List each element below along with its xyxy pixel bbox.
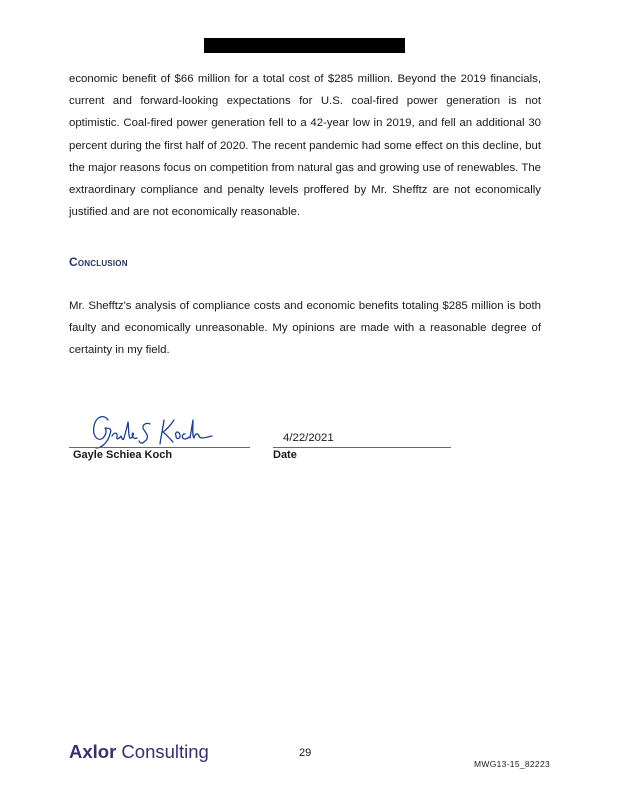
body-paragraph-2: Mr. Shefftz's analysis of compliance costs and economic benefits totaling $285 million is both faulty and economically unreasonable. My opinions are made with a reasonable degree of certainty in my field. — [69, 300, 541, 357]
signature-stroke-ayle — [112, 422, 137, 439]
signature-stroke-g — [94, 417, 111, 448]
document-id: MWG13-15_82223 — [474, 759, 551, 769]
brand-name-rest: Consulting — [116, 741, 209, 762]
body-paragraph-1: economic benefit of $66 million for a total cost of $285 million. Beyond the 2019 financials, current and forward-looking expectations for U.S. coal-fired power generation is not optimistic. Coal-fired power generation fell to a 42-year low in 2019, and fell an additional 30 percent during the first half of 2020. The recent pandemic had some effect on this decline, but the major reasons focus on competition from natural gas and growing use of renewables. The extraordinary compliance and penalty levels proffered by Mr. Shefftz are not economically justified and are not economically reasonable. — [69, 73, 541, 219]
signature-stroke-k — [160, 420, 174, 444]
footer-brand-logo — [69, 741, 209, 763]
date-label: Date — [273, 449, 297, 461]
date-line — [273, 447, 451, 448]
redaction-bar — [204, 38, 405, 53]
signer-name: Gayle Schiea Koch — [73, 449, 173, 461]
handwritten-signature — [88, 408, 218, 450]
page-number: 29 — [299, 747, 312, 759]
brand-name-strong: Axlor — [69, 741, 117, 762]
signature-date: 4/22/2021 — [283, 432, 334, 444]
section-heading-conclusion: Conclusion — [69, 255, 128, 269]
signature-line — [69, 447, 250, 448]
signature-stroke-och — [176, 420, 212, 439]
signature-stroke-s — [139, 423, 150, 443]
